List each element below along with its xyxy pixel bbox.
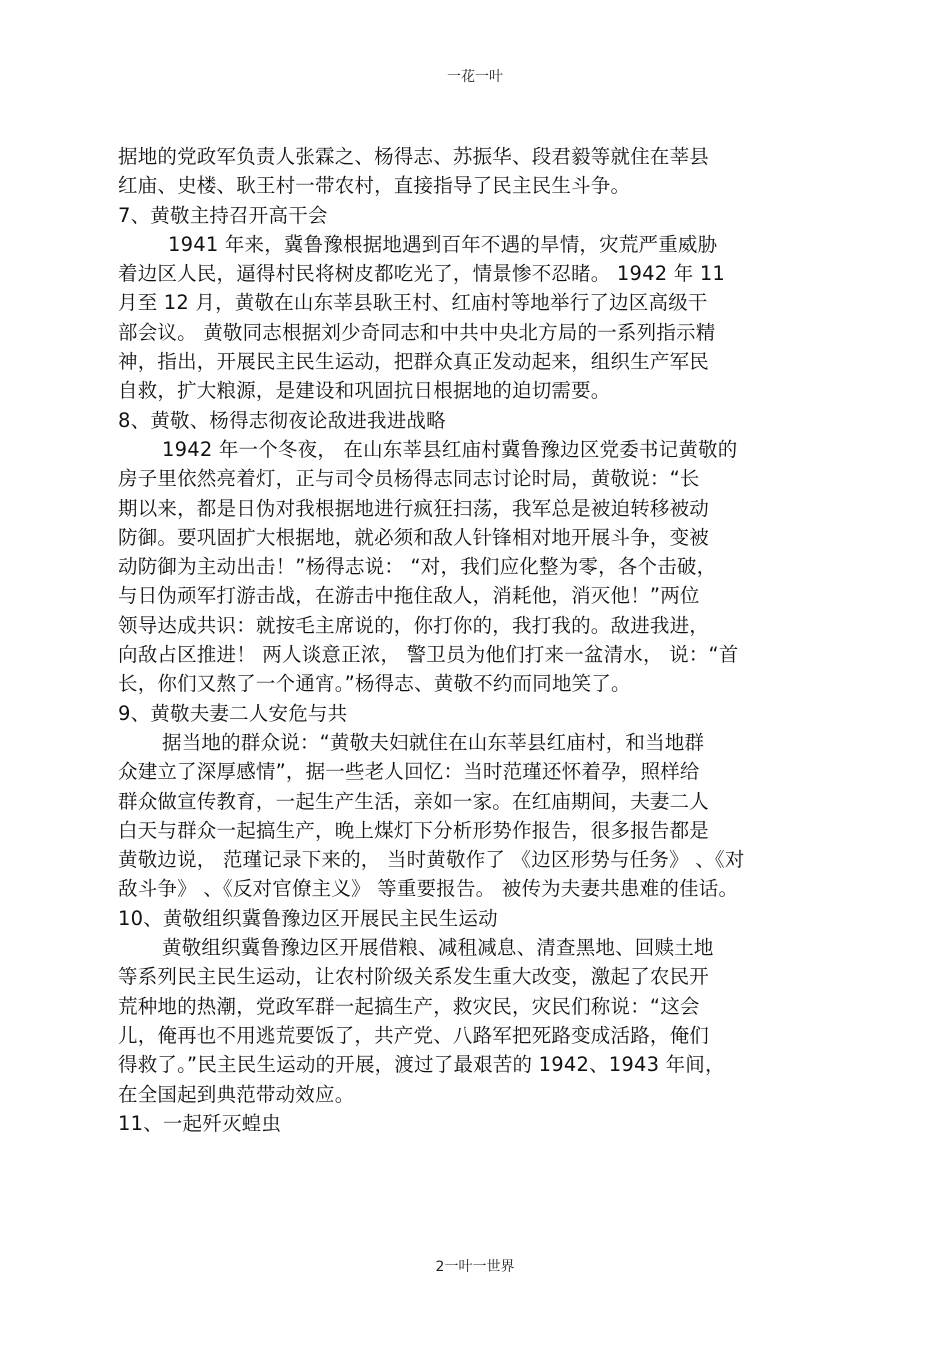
paragraph-line: 1942 年一个冬夜， 在山东莘县红庙村冀鲁豫边区党委书记黄敬的	[162, 437, 738, 461]
paragraph-line: 长，你们又熬了一个通宵。”杨得志、黄敬不约而同地笑了。	[118, 672, 631, 696]
paragraph-line: 黄敬边说， 范瑾记录下来的， 当时黄敬作了 《边区形势与任务》 、《对	[118, 848, 745, 872]
paragraph-line: 在全国起到典范带动效应。	[118, 1082, 355, 1106]
section-heading: 9、黄敬夫妻二人安危与共	[118, 701, 348, 725]
paragraph-line: 红庙、史楼、耿王村一带农村，直接指导了民主民生斗争。	[118, 174, 631, 198]
section-heading: 8、黄敬、杨得志彻夜论敌进我进战略	[118, 408, 446, 432]
paragraph-line: 据地的党政军负责人张霖之、杨得志、苏振华、段君毅等就住在莘县	[118, 145, 710, 168]
paragraph-line: 神，指出，开展民主民生运动，把群众真正发动起来，组织生产军民	[118, 350, 710, 374]
paragraph-line: 儿，俺再也不用逃荒要饭了，共产党、八路军把死路变成活路，俺们	[118, 1023, 710, 1047]
paragraph-line: 据当地的群众说：“黄敬夫妇就住在山东莘县红庙村，和当地群	[162, 730, 705, 754]
paragraph-line: 动防御为主动出击！”杨得志说： “对，我们应化整为零，各个击破，	[118, 555, 717, 579]
paragraph-line: 1941 年来，冀鲁豫根据地遇到百年不遇的旱情，灾荒严重威胁	[168, 232, 718, 256]
paragraph-line: 自救，扩大粮源，是建设和巩固抗日根据地的迫切需要。	[118, 379, 611, 403]
paragraph-line: 敌斗争》 、《反对官僚主义》 等重要报告。 被传为夫妻共患难的佳话。	[118, 877, 739, 901]
paragraph-line: 房子里依然亮着灯，正与司令员杨得志同志讨论时局，黄敬说：“长	[118, 467, 700, 491]
paragraph-line: 期以来，都是日伪对我根据地进行疯狂扫荡，我军总是被迫转移被动	[118, 496, 710, 520]
paragraph-line: 等系列民主民生运动，让农村阶级关系发生重大改变，激起了农民开	[118, 965, 710, 989]
paragraph-line: 群众做宣传教育，一起生产生活，亲如一家。在红庙期间，夫妻二人	[118, 789, 710, 813]
paragraph-line: 领导达成共识：就按毛主席说的，你打你的，我打我的。敌进我进，	[118, 613, 710, 637]
page-footer: 2一叶一世界	[435, 1259, 515, 1275]
paragraph-line: 得救了。”民主民生运动的开展，渡过了最艰苦的 1942、1943 年间，	[118, 1053, 725, 1077]
section-heading: 10、黄敬组织冀鲁豫边区开展民主民生运动	[118, 906, 498, 930]
page-header: 一花一叶	[447, 69, 503, 85]
paragraph-line: 众建立了深厚感情”，据一些老人回忆：当时范瑾还怀着孕，照样给	[118, 760, 700, 784]
paragraph-line: 着边区人民，逼得村民将树皮都吃光了，情景惨不忍睹。 1942 年 11	[118, 262, 726, 286]
paragraph-line: 白天与群众一起搞生产，晚上煤灯下分析形势作报告，很多报告都是	[118, 818, 710, 842]
paragraph-line: 黄敬组织冀鲁豫边区开展借粮、减租减息、清查黑地、回赎土地	[162, 936, 714, 960]
paragraph-line: 月至 12 月，黄敬在山东莘县耿王村、红庙村等地举行了边区高级干	[118, 291, 708, 315]
paragraph-line: 荒种地的热潮，党政军群一起搞生产，救灾民，灾民们称说：“这会	[118, 994, 700, 1018]
document-body	[118, 142, 838, 1138]
paragraph-line: 部会议。 黄敬同志根据刘少奇同志和中共中央北方局的一系列指示精	[118, 320, 716, 344]
paragraph-line: 向敌占区推进！ 两人谈意正浓， 警卫员为他们打来一盆清水， 说：“首	[118, 643, 739, 667]
paragraph-line: 与日伪顽军打游击战，在游击中拖住敌人，消耗他，消灭他！”两位	[118, 584, 700, 608]
section-heading: 11、一起歼灭蝗虫	[118, 1111, 282, 1135]
section-heading: 7、黄敬主持召开高干会	[118, 203, 328, 227]
paragraph-line: 防御。要巩固扩大根据地，就必须和敌人针锋相对地开展斗争，变被	[118, 525, 710, 549]
